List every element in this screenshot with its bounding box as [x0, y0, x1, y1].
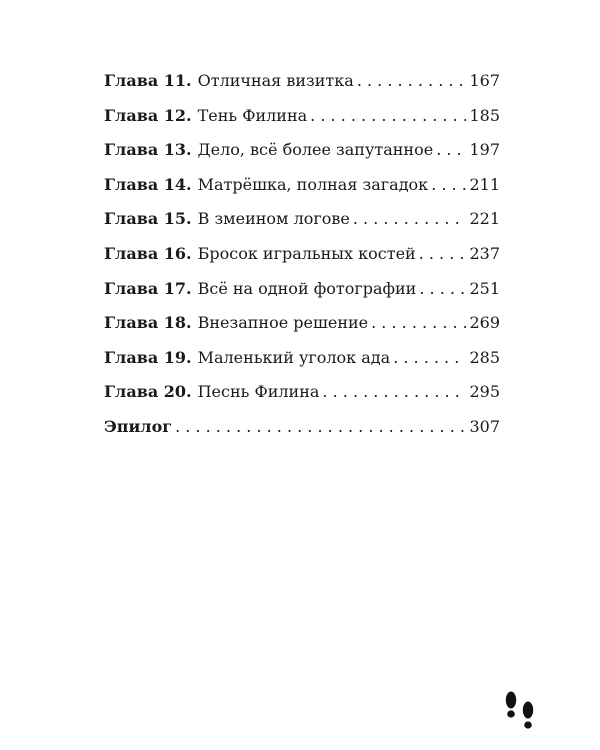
page-number: 197	[469, 140, 500, 160]
toc-entry	[104, 140, 500, 175]
chapter-title: Дело, всё более запутанное	[197, 140, 434, 160]
page-number: 167	[469, 71, 500, 90]
dot-leader	[371, 313, 466, 332]
dot-leader	[310, 106, 466, 125]
page-number: 251	[469, 278, 500, 298]
dot-leader	[353, 209, 467, 228]
toc-entry	[104, 244, 500, 279]
page-number: 307	[469, 416, 500, 436]
chapter-title: В змеином логове	[197, 209, 350, 229]
chapter-title: Матрёшка, полная загадок	[197, 174, 429, 194]
dot-leader	[436, 140, 466, 159]
chapter-label: Глава 17.	[104, 278, 192, 298]
footprints-icon	[502, 690, 538, 734]
toc-entry	[104, 313, 500, 348]
page-number: 285	[469, 347, 500, 367]
toc-entry	[104, 209, 500, 244]
page-number: 295	[469, 382, 500, 402]
page-number: 221	[469, 209, 500, 229]
chapter-label: Глава 11.	[104, 71, 192, 90]
chapter-label: Глава 16.	[104, 243, 192, 263]
chapter-title: Внезапное решение	[197, 313, 369, 333]
table-of-contents	[104, 71, 500, 452]
chapter-label: Глава 13.	[104, 140, 192, 160]
dot-leader	[419, 244, 467, 263]
chapter-title: Бросок игральных костей	[197, 243, 416, 263]
toc-entry	[104, 382, 500, 417]
toc-entry	[104, 71, 500, 106]
chapter-label: Глава 20.	[104, 382, 192, 402]
page-number: 185	[469, 105, 500, 125]
page-number: 237	[469, 243, 500, 263]
dot-leader	[357, 71, 467, 90]
chapter-title: Отличная визитка	[197, 71, 354, 90]
chapter-title: Песнь Филина	[197, 382, 320, 402]
page-number: 211	[469, 174, 500, 194]
dot-leader	[393, 348, 466, 367]
dot-leader	[175, 417, 466, 436]
toc-entry-epilogue	[104, 417, 500, 452]
chapter-title: Тень Филина	[197, 105, 308, 125]
page-number: 269	[469, 313, 500, 333]
chapter-label: Глава 14.	[104, 174, 192, 194]
chapter-title: Маленький уголок ада	[197, 347, 391, 367]
epilogue-label: Эпилог	[104, 416, 173, 436]
chapter-label: Глава 15.	[104, 209, 192, 229]
toc-entry	[104, 175, 500, 210]
dot-leader	[431, 175, 466, 194]
dot-leader	[322, 382, 466, 401]
toc-entry	[104, 279, 500, 314]
chapter-title: Всё на одной фотографии	[197, 278, 417, 298]
chapter-label: Глава 12.	[104, 105, 192, 125]
chapter-label: Глава 19.	[104, 347, 192, 367]
toc-entry	[104, 106, 500, 141]
toc-entry	[104, 348, 500, 383]
dot-leader	[419, 279, 466, 298]
chapter-label: Глава 18.	[104, 313, 192, 333]
